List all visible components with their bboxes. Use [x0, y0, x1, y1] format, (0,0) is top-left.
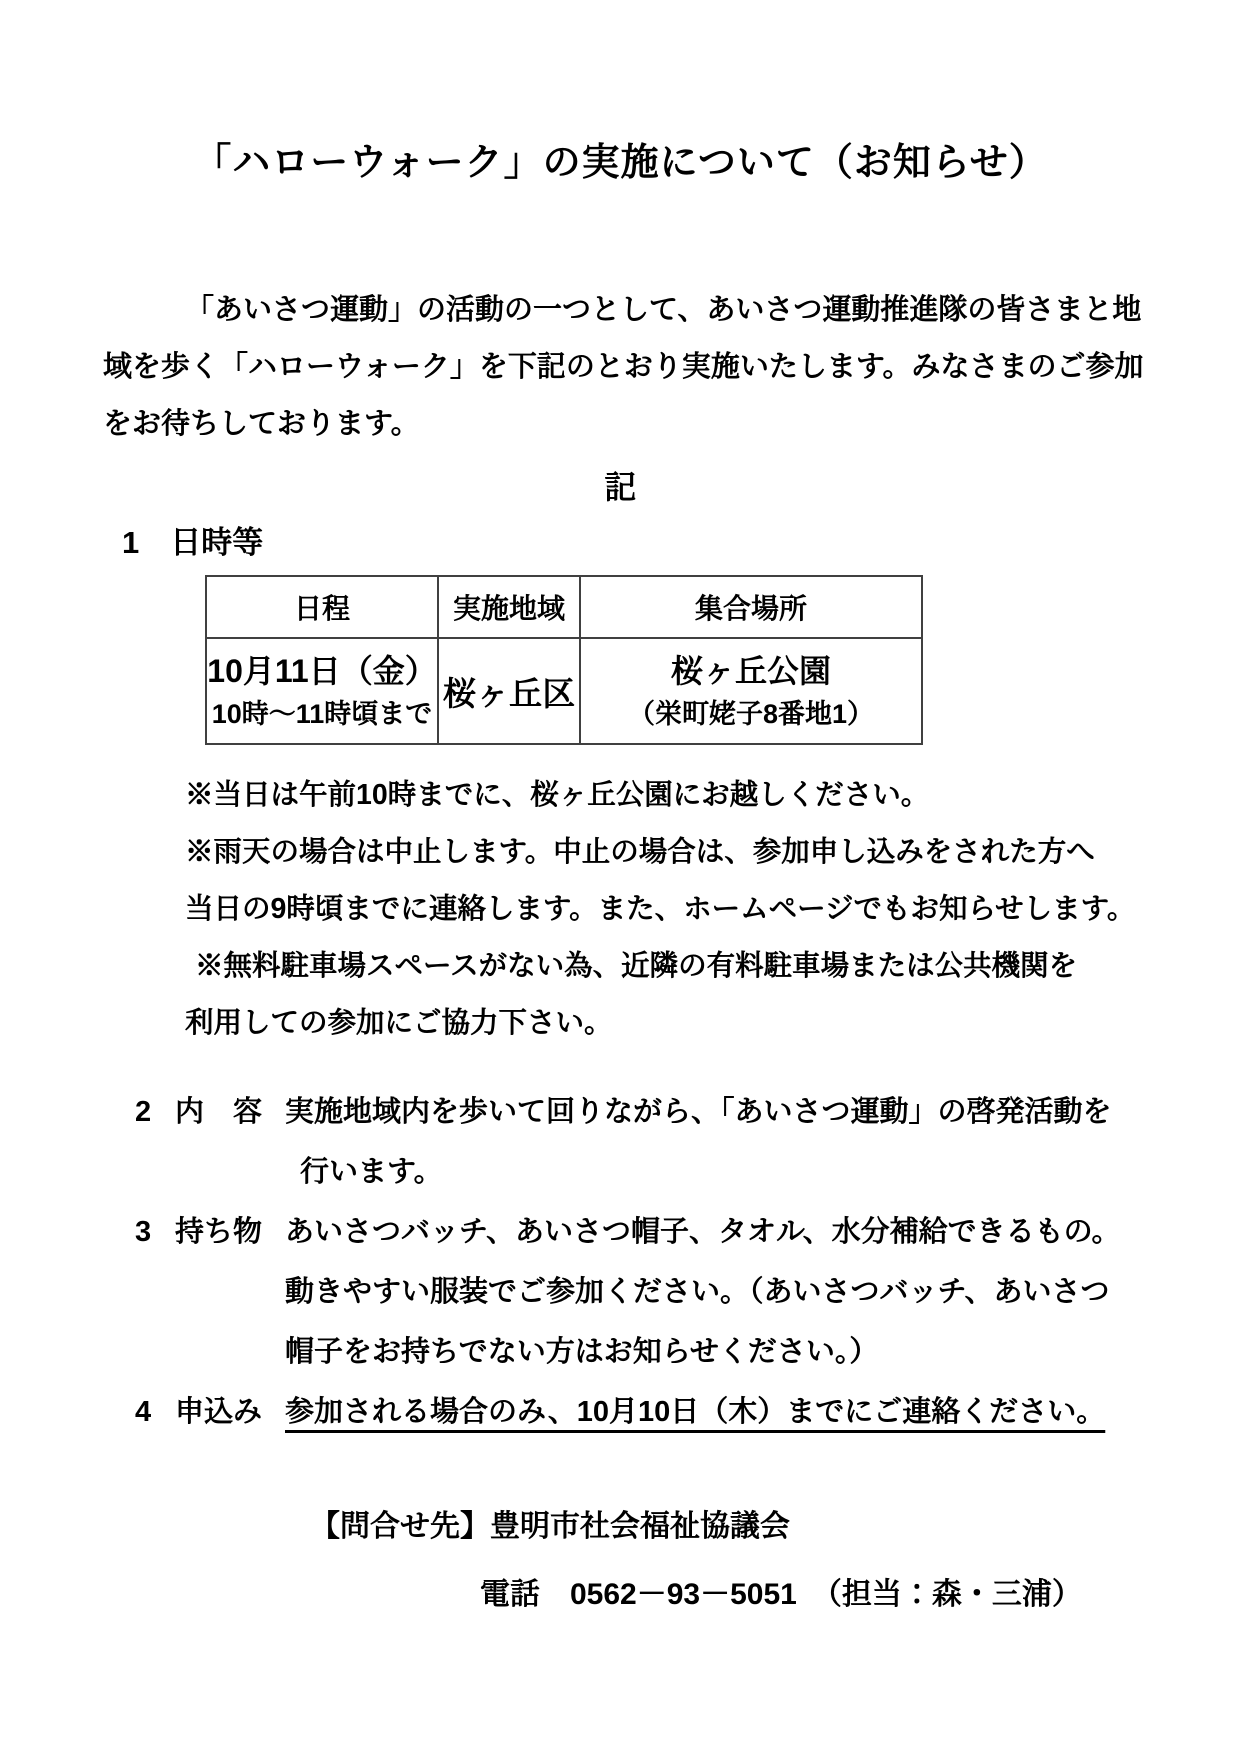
schedule-table — [205, 575, 923, 745]
intro-line-2: 域を歩く「ハローウォーク」を下記のとおり実施いたします。みなさまのご参加 — [103, 351, 1144, 383]
section-2-text: 実施地域内を歩いて回りながら、「あいさつ運動」の啓発活動を — [285, 1096, 1112, 1128]
numbered-sections — [0, 1082, 1241, 1442]
section-3-number: 3 — [135, 1216, 152, 1248]
section-4-row — [135, 1382, 1241, 1442]
section-3-continuation-1: 動きやすい服装でご参加ください。（あいさつバッチ、あいさつ — [285, 1276, 1110, 1308]
section-2-number: 2 — [135, 1096, 152, 1128]
notes-block — [0, 767, 1241, 1052]
note-line-5: 利用しての参加にご協力下さい。 — [185, 1007, 613, 1039]
place-name: 桜ヶ丘公園 — [670, 653, 831, 689]
section-4-number: 4 — [135, 1396, 152, 1428]
date-value: 10月11日（金） — [207, 653, 437, 689]
section-2-row — [135, 1082, 1241, 1142]
time-value: 10時～11時頃まで — [211, 699, 433, 729]
section-2-continuation: 行います。 — [300, 1156, 443, 1188]
section-3-label: 持ち物 — [175, 1216, 263, 1248]
header-place: 集合場所 — [580, 576, 922, 638]
section-3-continuation-2: 帽子をお持ちでない方はお知らせください。） — [285, 1336, 879, 1368]
intro-paragraph — [0, 282, 1241, 453]
cell-place — [580, 638, 922, 744]
ki-label: 記 — [604, 469, 637, 505]
contact-line: 【問合せ先】豊明市社会福祉協議会 — [310, 1510, 790, 1543]
note-line-1: ※当日は午前10時までに、桜ヶ丘公園にお越しください。 — [185, 779, 930, 811]
cell-date — [206, 638, 438, 744]
note-line-4: ※無料駐車場スペースがない為、近隣の有料駐車場または公共機関を — [195, 950, 1078, 982]
section-2-label: 内 容 — [175, 1096, 263, 1128]
page-title: 「ハローウォーク」の実施について（お知らせ） — [193, 142, 1048, 184]
phone-line: 電話 0562－93－5051 （担当：森・三浦） — [480, 1578, 1082, 1611]
intro-line-1: 「あいさつ運動」の活動の一つとして、あいさつ運動推進隊の皆さまと地 — [185, 294, 1142, 326]
schedule-data-row — [206, 638, 922, 744]
cell-area: 桜ヶ丘区 — [438, 638, 580, 744]
place-address: （栄町姥子8番地1） — [627, 699, 875, 729]
section-3-text: あいさつバッチ、あいさつ帽子、タオル、水分補給できるもの。 — [285, 1216, 1121, 1248]
header-date: 日程 — [206, 576, 438, 638]
schedule-header-row — [206, 576, 922, 638]
section-4-label: 申込み — [175, 1396, 263, 1428]
intro-line-3: をお待ちしております。 — [103, 408, 420, 440]
section-4-text-underlined: 参加される場合のみ、10月10日（木）までにご連絡ください。 — [285, 1396, 1106, 1428]
header-area: 実施地域 — [438, 576, 580, 638]
section-3-row — [135, 1202, 1241, 1262]
note-line-3: 当日の9時頃までに連絡します。また、ホームページでもお知らせします。 — [185, 893, 1136, 925]
section-1-heading: 1 日時等 — [122, 525, 264, 560]
note-line-2: ※雨天の場合は中止します。中止の場合は、参加申し込みをされた方へ — [185, 836, 1095, 868]
